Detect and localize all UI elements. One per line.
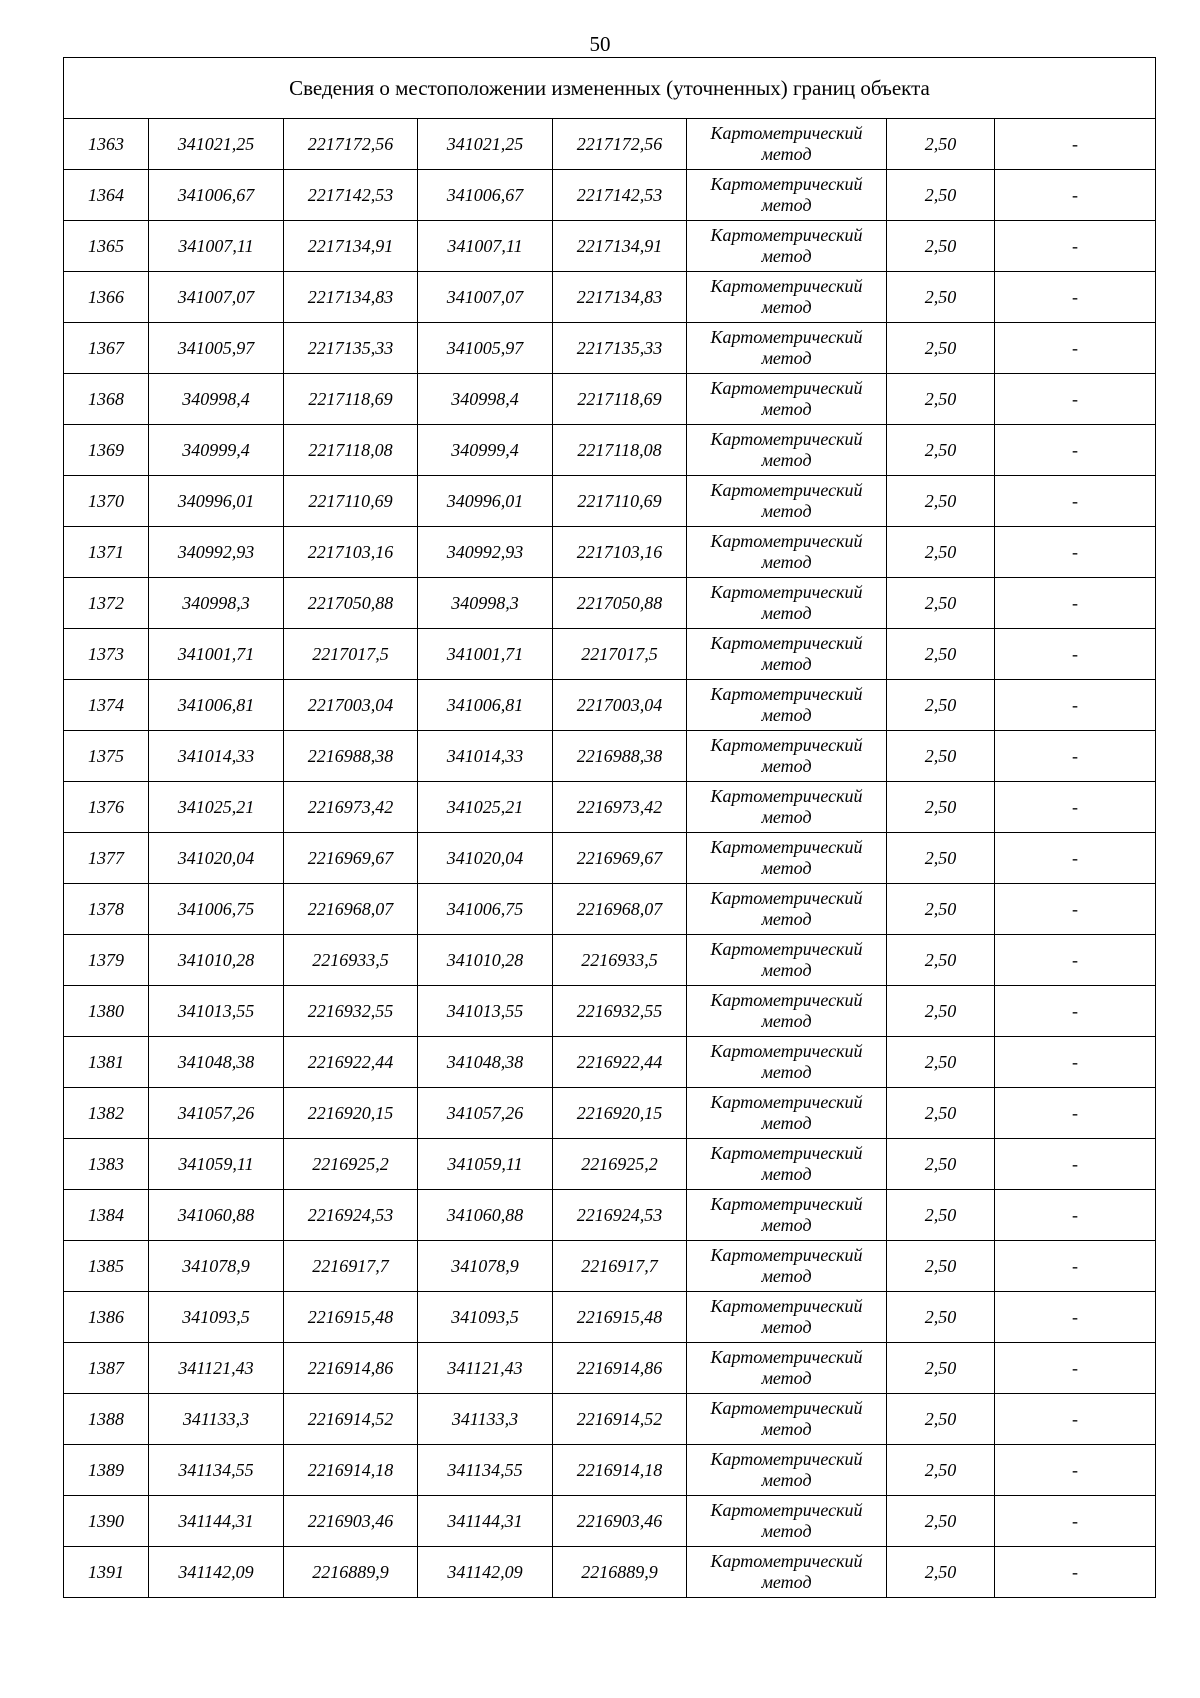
point-number-cell: 1368 <box>64 374 149 425</box>
y-existing-cell: 2216924,53 <box>284 1190 418 1241</box>
accuracy-cell: 2,50 <box>887 1394 995 1445</box>
x-new-cell: 341142,09 <box>418 1547 553 1598</box>
table-row <box>64 1190 1156 1241</box>
table-row <box>64 884 1156 935</box>
x-new-cell: 341059,11 <box>418 1139 553 1190</box>
method-cell: Картометрический метод <box>687 986 887 1037</box>
y-existing-cell: 2217118,69 <box>284 374 418 425</box>
table-row <box>64 1088 1156 1139</box>
x-new-cell: 340996,01 <box>418 476 553 527</box>
method-cell: Картометрический метод <box>687 833 887 884</box>
x-existing-cell: 341007,11 <box>149 221 284 272</box>
x-existing-cell: 341060,88 <box>149 1190 284 1241</box>
method-cell: Картометрический метод <box>687 272 887 323</box>
x-existing-cell: 341020,04 <box>149 833 284 884</box>
point-number-cell: 1377 <box>64 833 149 884</box>
point-number-cell: 1369 <box>64 425 149 476</box>
x-existing-cell: 341007,07 <box>149 272 284 323</box>
y-existing-cell: 2217135,33 <box>284 323 418 374</box>
point-number-cell: 1375 <box>64 731 149 782</box>
point-number-cell: 1366 <box>64 272 149 323</box>
y-existing-cell: 2217003,04 <box>284 680 418 731</box>
y-existing-cell: 2216968,07 <box>284 884 418 935</box>
y-existing-cell: 2217110,69 <box>284 476 418 527</box>
x-new-cell: 341057,26 <box>418 1088 553 1139</box>
y-existing-cell: 2216915,48 <box>284 1292 418 1343</box>
table-row <box>64 1394 1156 1445</box>
table-row <box>64 1496 1156 1547</box>
accuracy-cell: 2,50 <box>887 986 995 1037</box>
x-existing-cell: 341025,21 <box>149 782 284 833</box>
x-existing-cell: 341093,5 <box>149 1292 284 1343</box>
table-title: Сведения о местоположении измененных (уточненных) границ объекта <box>64 58 1156 119</box>
accuracy-cell: 2,50 <box>887 527 995 578</box>
x-new-cell: 341001,71 <box>418 629 553 680</box>
x-existing-cell: 341005,97 <box>149 323 284 374</box>
x-existing-cell: 341006,81 <box>149 680 284 731</box>
description-cell: - <box>995 323 1156 374</box>
description-cell: - <box>995 1343 1156 1394</box>
y-new-cell: 2217118,08 <box>553 425 687 476</box>
method-cell: Картометрический метод <box>687 170 887 221</box>
point-number-cell: 1383 <box>64 1139 149 1190</box>
y-new-cell: 2217003,04 <box>553 680 687 731</box>
method-cell: Картометрический метод <box>687 1088 887 1139</box>
y-existing-cell: 2216932,55 <box>284 986 418 1037</box>
point-number-cell: 1371 <box>64 527 149 578</box>
x-new-cell: 341013,55 <box>418 986 553 1037</box>
x-new-cell: 340998,3 <box>418 578 553 629</box>
description-cell: - <box>995 1139 1156 1190</box>
boundary-table <box>63 57 1156 1598</box>
y-new-cell: 2217135,33 <box>553 323 687 374</box>
point-number-cell: 1363 <box>64 119 149 170</box>
point-number-cell: 1385 <box>64 1241 149 1292</box>
y-new-cell: 2217134,83 <box>553 272 687 323</box>
x-existing-cell: 341078,9 <box>149 1241 284 1292</box>
table-row <box>64 323 1156 374</box>
table-row <box>64 833 1156 884</box>
description-cell: - <box>995 629 1156 680</box>
y-new-cell: 2216903,46 <box>553 1496 687 1547</box>
x-existing-cell: 340992,93 <box>149 527 284 578</box>
x-existing-cell: 341013,55 <box>149 986 284 1037</box>
x-new-cell: 341007,11 <box>418 221 553 272</box>
y-existing-cell: 2217134,83 <box>284 272 418 323</box>
table-row <box>64 1547 1156 1598</box>
x-existing-cell: 340998,4 <box>149 374 284 425</box>
accuracy-cell: 2,50 <box>887 1547 995 1598</box>
y-new-cell: 2216925,2 <box>553 1139 687 1190</box>
point-number-cell: 1374 <box>64 680 149 731</box>
x-new-cell: 341014,33 <box>418 731 553 782</box>
description-cell: - <box>995 170 1156 221</box>
point-number-cell: 1370 <box>64 476 149 527</box>
point-number-cell: 1384 <box>64 1190 149 1241</box>
accuracy-cell: 2,50 <box>887 1241 995 1292</box>
accuracy-cell: 2,50 <box>887 680 995 731</box>
method-cell: Картометрический метод <box>687 323 887 374</box>
y-existing-cell: 2216914,52 <box>284 1394 418 1445</box>
method-cell: Картометрический метод <box>687 782 887 833</box>
accuracy-cell: 2,50 <box>887 1190 995 1241</box>
table-row <box>64 272 1156 323</box>
description-cell: - <box>995 221 1156 272</box>
y-existing-cell: 2216889,9 <box>284 1547 418 1598</box>
y-new-cell: 2216968,07 <box>553 884 687 935</box>
method-cell: Картометрический метод <box>687 119 887 170</box>
description-cell: - <box>995 527 1156 578</box>
table-row <box>64 935 1156 986</box>
y-existing-cell: 2217142,53 <box>284 170 418 221</box>
accuracy-cell: 2,50 <box>887 935 995 986</box>
y-new-cell: 2216915,48 <box>553 1292 687 1343</box>
y-existing-cell: 2216914,86 <box>284 1343 418 1394</box>
method-cell: Картометрический метод <box>687 425 887 476</box>
table-row <box>64 119 1156 170</box>
description-cell: - <box>995 1292 1156 1343</box>
point-number-cell: 1365 <box>64 221 149 272</box>
accuracy-cell: 2,50 <box>887 425 995 476</box>
y-existing-cell: 2216988,38 <box>284 731 418 782</box>
method-cell: Картометрический метод <box>687 578 887 629</box>
y-new-cell: 2216917,7 <box>553 1241 687 1292</box>
table-body <box>64 119 1156 1598</box>
y-new-cell: 2216932,55 <box>553 986 687 1037</box>
x-new-cell: 341144,31 <box>418 1496 553 1547</box>
x-existing-cell: 341121,43 <box>149 1343 284 1394</box>
description-cell: - <box>995 833 1156 884</box>
accuracy-cell: 2,50 <box>887 629 995 680</box>
x-new-cell: 341078,9 <box>418 1241 553 1292</box>
table-row <box>64 1139 1156 1190</box>
x-existing-cell: 341006,67 <box>149 170 284 221</box>
y-existing-cell: 2217017,5 <box>284 629 418 680</box>
table-row <box>64 1343 1156 1394</box>
table-row <box>64 986 1156 1037</box>
method-cell: Картометрический метод <box>687 1394 887 1445</box>
description-cell: - <box>995 476 1156 527</box>
y-existing-cell: 2217050,88 <box>284 578 418 629</box>
description-cell: - <box>995 578 1156 629</box>
accuracy-cell: 2,50 <box>887 1139 995 1190</box>
y-new-cell: 2217118,69 <box>553 374 687 425</box>
description-cell: - <box>995 425 1156 476</box>
description-cell: - <box>995 1547 1156 1598</box>
x-new-cell: 341007,07 <box>418 272 553 323</box>
x-new-cell: 341093,5 <box>418 1292 553 1343</box>
table-row <box>64 476 1156 527</box>
x-existing-cell: 341134,55 <box>149 1445 284 1496</box>
x-new-cell: 341021,25 <box>418 119 553 170</box>
y-new-cell: 2217134,91 <box>553 221 687 272</box>
x-existing-cell: 341010,28 <box>149 935 284 986</box>
accuracy-cell: 2,50 <box>887 476 995 527</box>
point-number-cell: 1387 <box>64 1343 149 1394</box>
point-number-cell: 1379 <box>64 935 149 986</box>
description-cell: - <box>995 986 1156 1037</box>
point-number-cell: 1381 <box>64 1037 149 1088</box>
table-row <box>64 170 1156 221</box>
y-new-cell: 2216922,44 <box>553 1037 687 1088</box>
table-row <box>64 1241 1156 1292</box>
x-new-cell: 341048,38 <box>418 1037 553 1088</box>
x-new-cell: 341010,28 <box>418 935 553 986</box>
point-number-cell: 1373 <box>64 629 149 680</box>
x-existing-cell: 341048,38 <box>149 1037 284 1088</box>
table-row <box>64 374 1156 425</box>
table-row <box>64 1445 1156 1496</box>
description-cell: - <box>995 935 1156 986</box>
y-existing-cell: 2217172,56 <box>284 119 418 170</box>
x-new-cell: 341134,55 <box>418 1445 553 1496</box>
point-number-cell: 1388 <box>64 1394 149 1445</box>
point-number-cell: 1367 <box>64 323 149 374</box>
method-cell: Картометрический метод <box>687 1139 887 1190</box>
x-new-cell: 341020,04 <box>418 833 553 884</box>
description-cell: - <box>995 1190 1156 1241</box>
accuracy-cell: 2,50 <box>887 170 995 221</box>
y-existing-cell: 2216914,18 <box>284 1445 418 1496</box>
point-number-cell: 1382 <box>64 1088 149 1139</box>
method-cell: Картометрический метод <box>687 476 887 527</box>
accuracy-cell: 2,50 <box>887 1445 995 1496</box>
method-cell: Картометрический метод <box>687 884 887 935</box>
point-number-cell: 1376 <box>64 782 149 833</box>
y-new-cell: 2217050,88 <box>553 578 687 629</box>
x-existing-cell: 341057,26 <box>149 1088 284 1139</box>
method-cell: Картометрический метод <box>687 629 887 680</box>
method-cell: Картометрический метод <box>687 1037 887 1088</box>
y-new-cell: 2216988,38 <box>553 731 687 782</box>
y-new-cell: 2217142,53 <box>553 170 687 221</box>
x-new-cell: 341006,81 <box>418 680 553 731</box>
description-cell: - <box>995 1445 1156 1496</box>
y-new-cell: 2216914,18 <box>553 1445 687 1496</box>
y-new-cell: 2216914,86 <box>553 1343 687 1394</box>
y-existing-cell: 2217118,08 <box>284 425 418 476</box>
method-cell: Картометрический метод <box>687 1292 887 1343</box>
accuracy-cell: 2,50 <box>887 1037 995 1088</box>
y-new-cell: 2217110,69 <box>553 476 687 527</box>
y-new-cell: 2216914,52 <box>553 1394 687 1445</box>
y-existing-cell: 2217134,91 <box>284 221 418 272</box>
x-new-cell: 341060,88 <box>418 1190 553 1241</box>
point-number-cell: 1389 <box>64 1445 149 1496</box>
description-cell: - <box>995 782 1156 833</box>
x-new-cell: 340992,93 <box>418 527 553 578</box>
accuracy-cell: 2,50 <box>887 731 995 782</box>
y-existing-cell: 2216922,44 <box>284 1037 418 1088</box>
accuracy-cell: 2,50 <box>887 323 995 374</box>
y-existing-cell: 2216917,7 <box>284 1241 418 1292</box>
y-new-cell: 2216969,67 <box>553 833 687 884</box>
point-number-cell: 1380 <box>64 986 149 1037</box>
y-existing-cell: 2216973,42 <box>284 782 418 833</box>
method-cell: Картометрический метод <box>687 527 887 578</box>
y-new-cell: 2216889,9 <box>553 1547 687 1598</box>
method-cell: Картометрический метод <box>687 731 887 782</box>
x-new-cell: 341133,3 <box>418 1394 553 1445</box>
accuracy-cell: 2,50 <box>887 221 995 272</box>
table-row <box>64 782 1156 833</box>
y-existing-cell: 2216920,15 <box>284 1088 418 1139</box>
table-row <box>64 578 1156 629</box>
method-cell: Картометрический метод <box>687 1547 887 1598</box>
method-cell: Картометрический метод <box>687 1445 887 1496</box>
description-cell: - <box>995 680 1156 731</box>
x-existing-cell: 341059,11 <box>149 1139 284 1190</box>
x-new-cell: 340999,4 <box>418 425 553 476</box>
accuracy-cell: 2,50 <box>887 578 995 629</box>
y-new-cell: 2217103,16 <box>553 527 687 578</box>
description-cell: - <box>995 272 1156 323</box>
table-row <box>64 629 1156 680</box>
x-existing-cell: 341001,71 <box>149 629 284 680</box>
y-new-cell: 2217172,56 <box>553 119 687 170</box>
y-new-cell: 2216933,5 <box>553 935 687 986</box>
accuracy-cell: 2,50 <box>887 833 995 884</box>
page-number: 50 <box>589 32 611 56</box>
x-existing-cell: 340996,01 <box>149 476 284 527</box>
x-new-cell: 341025,21 <box>418 782 553 833</box>
method-cell: Картометрический метод <box>687 935 887 986</box>
y-new-cell: 2217017,5 <box>553 629 687 680</box>
y-new-cell: 2216973,42 <box>553 782 687 833</box>
x-existing-cell: 341142,09 <box>149 1547 284 1598</box>
y-existing-cell: 2216903,46 <box>284 1496 418 1547</box>
method-cell: Картометрический метод <box>687 680 887 731</box>
method-cell: Картометрический метод <box>687 1343 887 1394</box>
table-row <box>64 1292 1156 1343</box>
x-new-cell: 340998,4 <box>418 374 553 425</box>
method-cell: Картометрический метод <box>687 1496 887 1547</box>
description-cell: - <box>995 1394 1156 1445</box>
y-existing-cell: 2217103,16 <box>284 527 418 578</box>
accuracy-cell: 2,50 <box>887 119 995 170</box>
x-new-cell: 341005,97 <box>418 323 553 374</box>
x-existing-cell: 341144,31 <box>149 1496 284 1547</box>
accuracy-cell: 2,50 <box>887 884 995 935</box>
description-cell: - <box>995 119 1156 170</box>
x-new-cell: 341006,75 <box>418 884 553 935</box>
point-number-cell: 1391 <box>64 1547 149 1598</box>
method-cell: Картометрический метод <box>687 1190 887 1241</box>
table-row <box>64 221 1156 272</box>
x-existing-cell: 341021,25 <box>149 119 284 170</box>
x-existing-cell: 340998,3 <box>149 578 284 629</box>
y-existing-cell: 2216925,2 <box>284 1139 418 1190</box>
description-cell: - <box>995 374 1156 425</box>
table-row <box>64 527 1156 578</box>
description-cell: - <box>995 1088 1156 1139</box>
y-new-cell: 2216920,15 <box>553 1088 687 1139</box>
table-title-row <box>64 58 1156 119</box>
description-cell: - <box>995 731 1156 782</box>
x-existing-cell: 340999,4 <box>149 425 284 476</box>
point-number-cell: 1378 <box>64 884 149 935</box>
accuracy-cell: 2,50 <box>887 782 995 833</box>
description-cell: - <box>995 1037 1156 1088</box>
accuracy-cell: 2,50 <box>887 1088 995 1139</box>
y-existing-cell: 2216969,67 <box>284 833 418 884</box>
x-existing-cell: 341133,3 <box>149 1394 284 1445</box>
point-number-cell: 1372 <box>64 578 149 629</box>
accuracy-cell: 2,50 <box>887 1292 995 1343</box>
description-cell: - <box>995 1496 1156 1547</box>
description-cell: - <box>995 1241 1156 1292</box>
method-cell: Картометрический метод <box>687 1241 887 1292</box>
y-new-cell: 2216924,53 <box>553 1190 687 1241</box>
accuracy-cell: 2,50 <box>887 1496 995 1547</box>
description-cell: - <box>995 884 1156 935</box>
accuracy-cell: 2,50 <box>887 374 995 425</box>
table-row <box>64 680 1156 731</box>
accuracy-cell: 2,50 <box>887 1343 995 1394</box>
x-existing-cell: 341014,33 <box>149 731 284 782</box>
method-cell: Картометрический метод <box>687 221 887 272</box>
method-cell: Картометрический метод <box>687 374 887 425</box>
table-row <box>64 1037 1156 1088</box>
table-row <box>64 731 1156 782</box>
x-new-cell: 341006,67 <box>418 170 553 221</box>
x-new-cell: 341121,43 <box>418 1343 553 1394</box>
table-row <box>64 425 1156 476</box>
point-number-cell: 1386 <box>64 1292 149 1343</box>
accuracy-cell: 2,50 <box>887 272 995 323</box>
y-existing-cell: 2216933,5 <box>284 935 418 986</box>
point-number-cell: 1364 <box>64 170 149 221</box>
point-number-cell: 1390 <box>64 1496 149 1547</box>
x-existing-cell: 341006,75 <box>149 884 284 935</box>
